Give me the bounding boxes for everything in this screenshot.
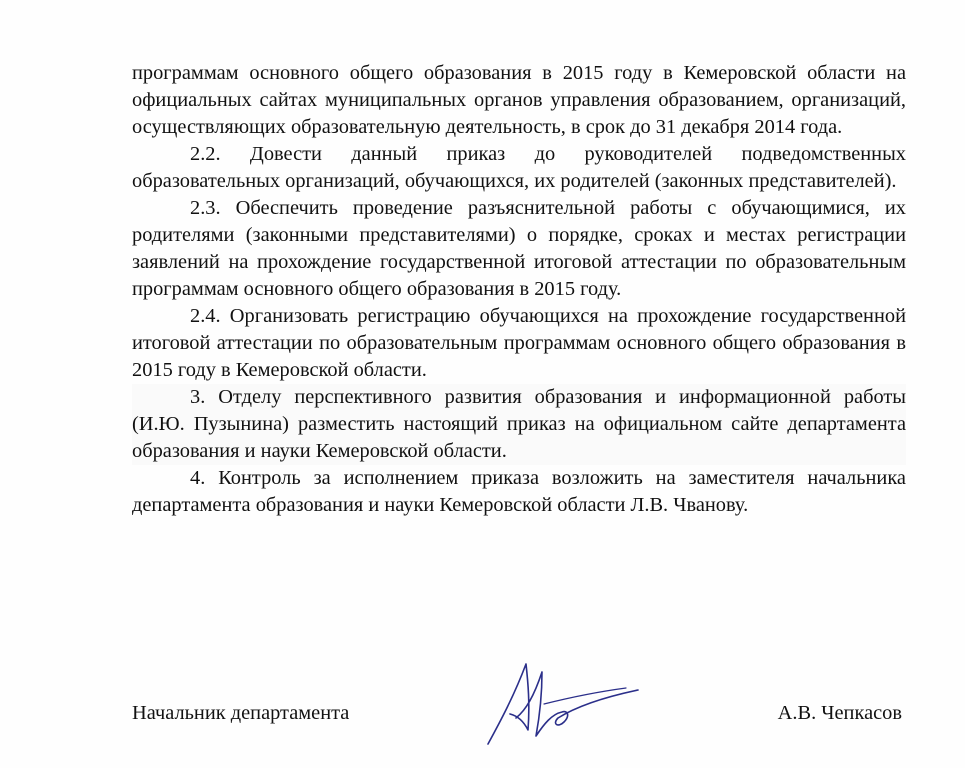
paragraph-item-2-3: 2.3. Обеспечить проведение разъяснительной работы с обучающимися, их родителями (законными представителями) о порядке, сроках и местах регистрации заявлений на прохождение государственной итоговой аттестации по образовательным программам основного общего образования в 2015 году. bbox=[132, 197, 906, 300]
paragraph-item-2-2: 2.2. Довести данный приказ до руководителей подведомственных образовательных организаций, обучающихся, их родителей (законных представителей). bbox=[132, 143, 906, 192]
paragraph-continuation: программам основного общего образования в 2015 году в Кемеровской области на официальных сайтах муниципальных органов управления образованием, организаций, осуществляющих образовательную деятельность, в срок до 31 декабря 2014 года. bbox=[132, 62, 906, 138]
signature-block bbox=[132, 696, 906, 736]
signatory-position: Начальник департамента bbox=[132, 702, 350, 724]
paragraph-item-3: 3. Отделу перспективного развития образования и информационной работы (И.Ю. Пузынина) разместить настоящий приказ на официальном сайте департамента образования и науки Кемеровской области. bbox=[132, 384, 906, 465]
signatory-name: А.В. Чепкасов bbox=[777, 702, 902, 724]
paragraph-item-2-4: 2.4. Организовать регистрацию обучающихся на прохождение государственной итоговой аттестации по образовательным программам основного общего образования в 2015 году в Кемеровской области. bbox=[132, 305, 906, 381]
document-body bbox=[132, 60, 906, 519]
paragraph-item-4: 4. Контроль за исполнением приказа возложить на заместителя начальника департамента образования и науки Кемеровской области Л.В. Чванову. bbox=[132, 467, 906, 516]
